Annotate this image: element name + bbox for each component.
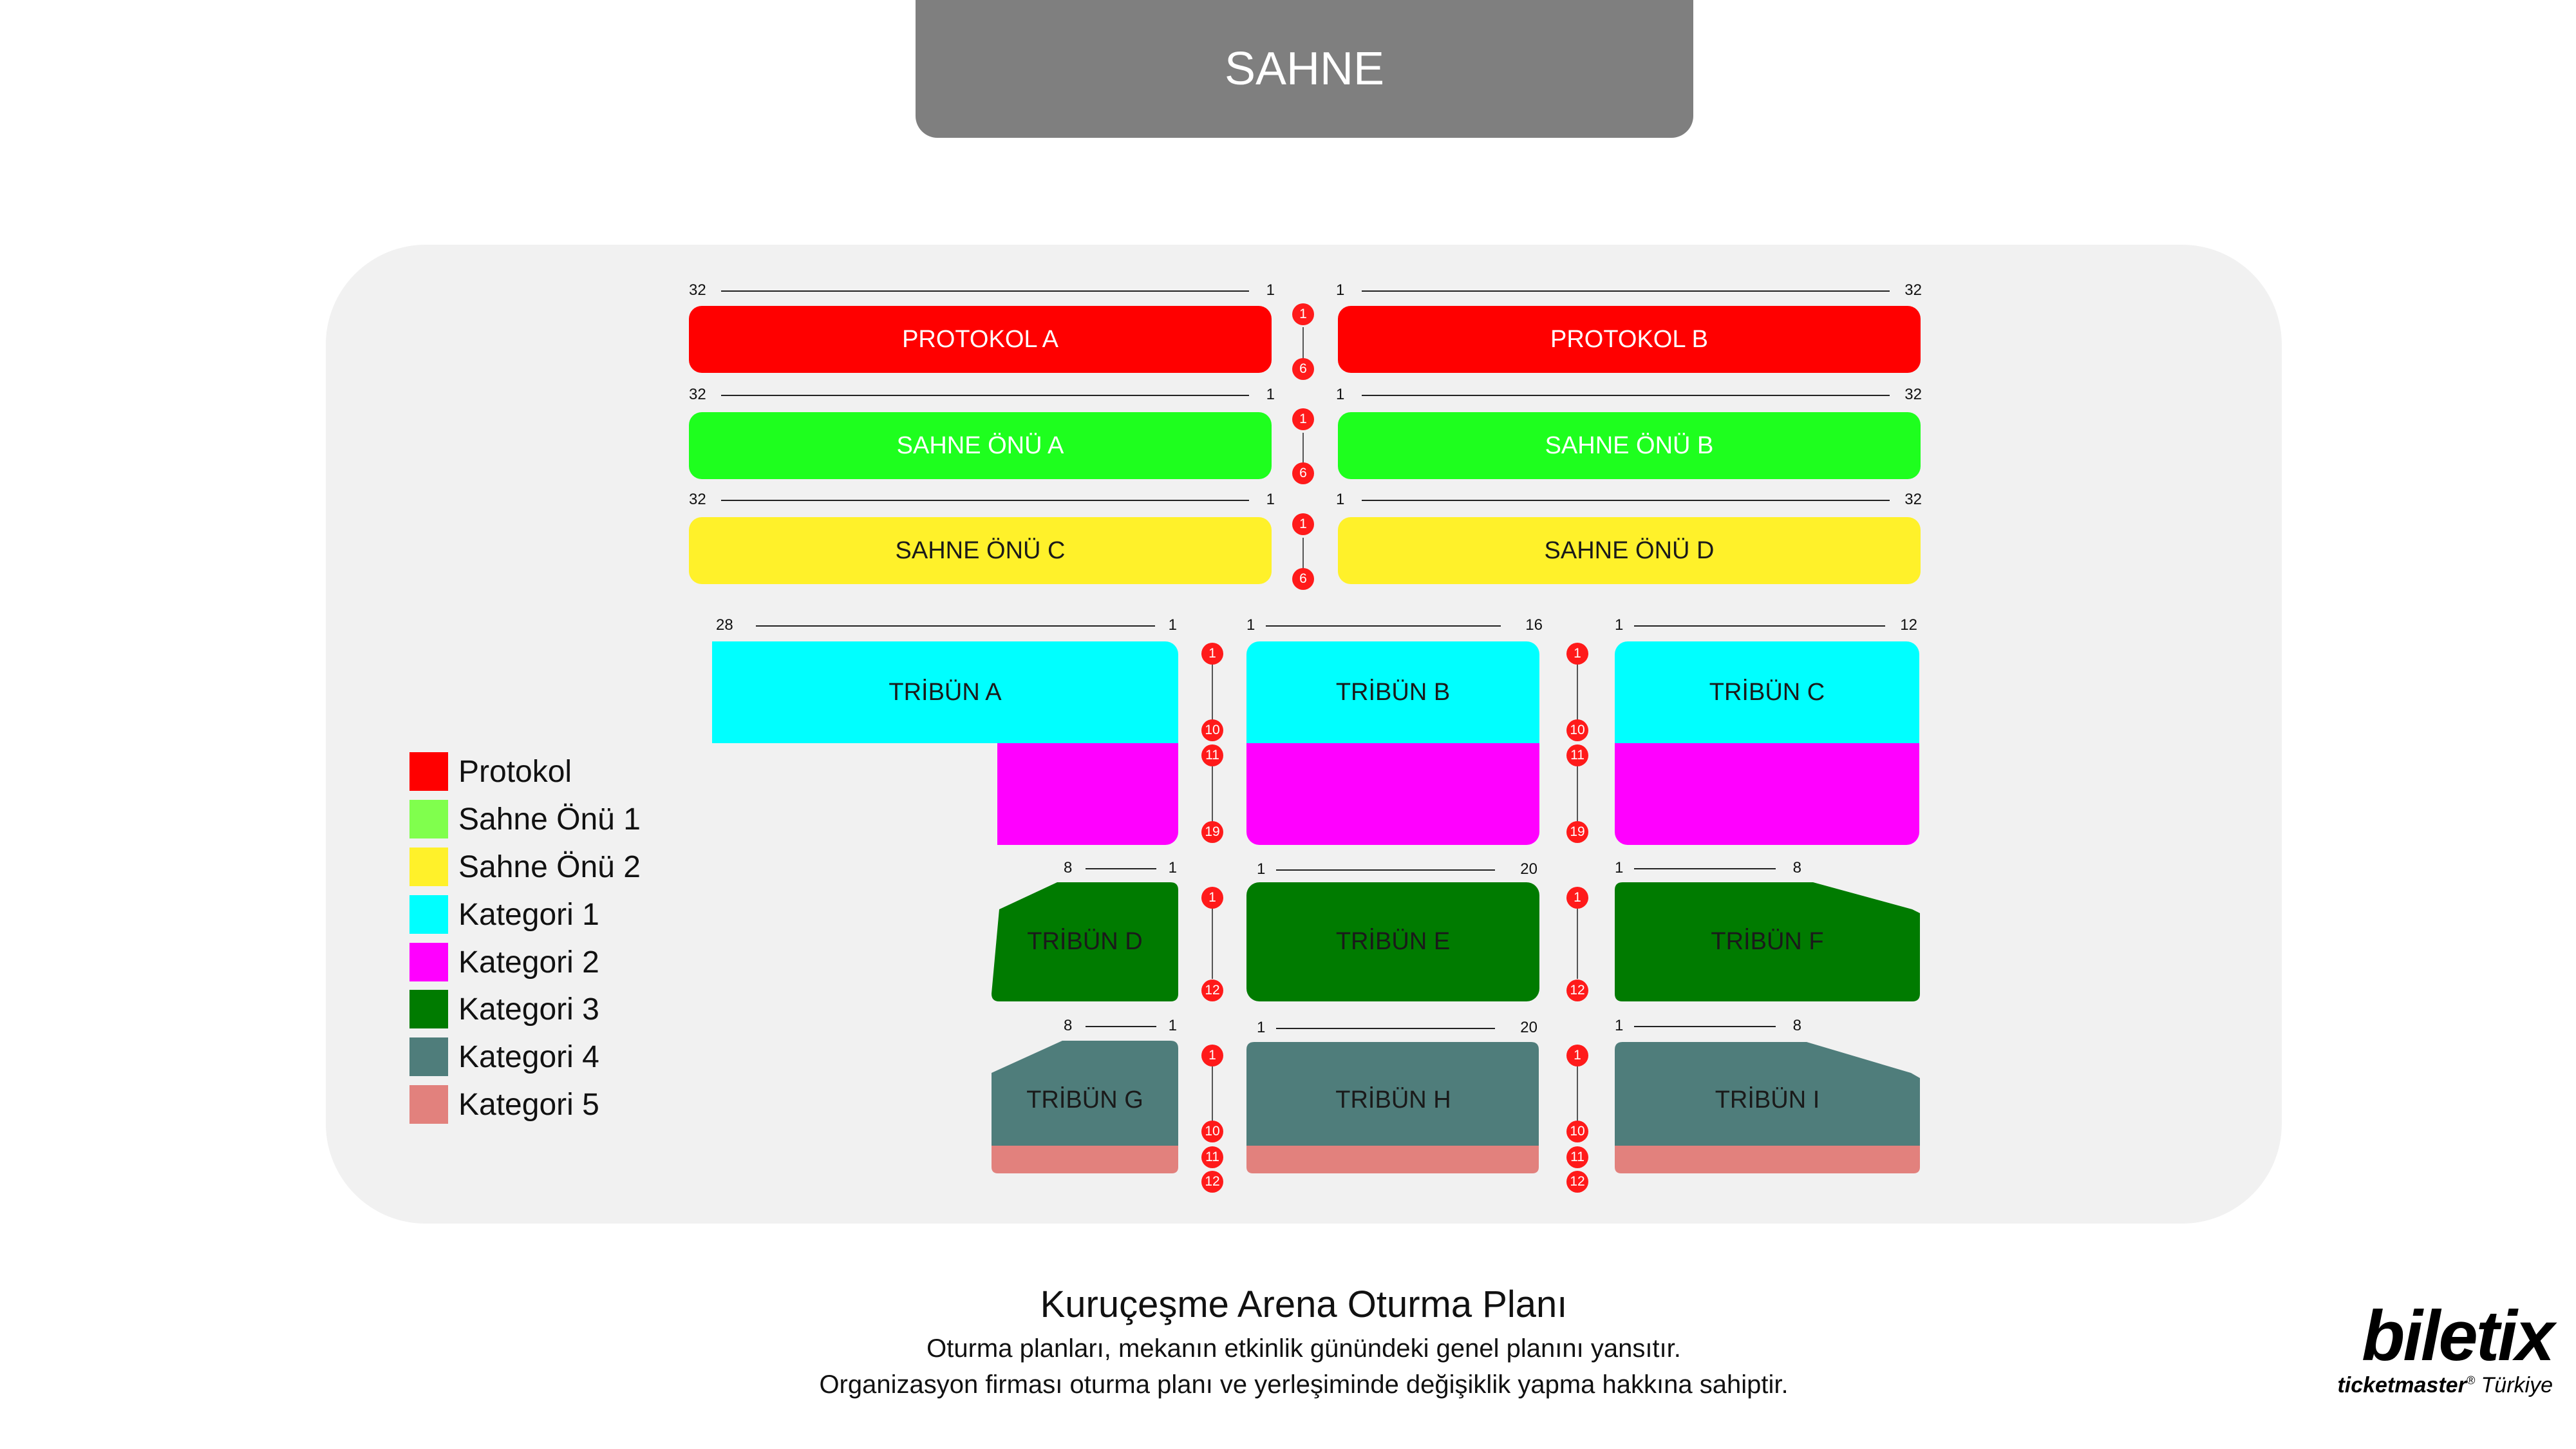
section-protokol-a[interactable] bbox=[689, 306, 1272, 373]
row-badge: 12 bbox=[1201, 1171, 1223, 1193]
section-label: TRİBÜN C bbox=[1709, 678, 1825, 706]
row-badge: 10 bbox=[1201, 1121, 1223, 1142]
legend-label: Protokol bbox=[458, 754, 572, 789]
logo-registered: ® bbox=[2466, 1374, 2476, 1387]
section-sahne-onu-c[interactable] bbox=[689, 517, 1272, 584]
row-badge: 12 bbox=[1566, 980, 1588, 1001]
guide-line bbox=[1362, 290, 1890, 292]
seat-number: 1 bbox=[1266, 281, 1275, 299]
stage-label: SAHNE bbox=[1224, 43, 1385, 95]
row-badge: 1 bbox=[1201, 643, 1223, 665]
section-tribun-b-cat2[interactable] bbox=[1246, 743, 1539, 845]
row-badge: 12 bbox=[1201, 980, 1223, 1001]
section-sahne-onu-d[interactable] bbox=[1338, 517, 1921, 584]
section-sahne-onu-b[interactable] bbox=[1338, 412, 1921, 479]
section-label: TRİBÜN I bbox=[1715, 1086, 1820, 1113]
row-guide bbox=[689, 385, 1275, 404]
section-protokol-b[interactable] bbox=[1338, 306, 1921, 373]
aisle-line bbox=[1577, 1066, 1578, 1127]
seat-number: 8 bbox=[1792, 1017, 1801, 1034]
guide-line bbox=[721, 500, 1249, 501]
legend-item-kategori-3 bbox=[409, 990, 599, 1028]
section-label: PROTOKOL A bbox=[902, 325, 1058, 353]
seat-number: 1 bbox=[1336, 491, 1345, 508]
row-guide bbox=[1257, 860, 1537, 879]
seat-number: 1 bbox=[1336, 386, 1345, 403]
legend-swatch bbox=[409, 990, 448, 1028]
legend-label: Kategori 4 bbox=[458, 1039, 599, 1074]
section-tribun-i-cat5[interactable] bbox=[1615, 1146, 1920, 1173]
aisle-line bbox=[1302, 433, 1304, 465]
legend-item-kategori-5 bbox=[409, 1085, 599, 1124]
row-badge: 6 bbox=[1292, 568, 1314, 590]
row-guide bbox=[1064, 1016, 1177, 1036]
aisle-line bbox=[1212, 908, 1213, 979]
seat-number: 32 bbox=[689, 281, 706, 299]
seat-number: 1 bbox=[1336, 281, 1345, 299]
row-badge: 1 bbox=[1201, 1045, 1223, 1066]
guide-line bbox=[721, 395, 1249, 396]
seat-number: 32 bbox=[1904, 386, 1922, 403]
row-badge: 6 bbox=[1292, 462, 1314, 484]
legend-item-kategori-1 bbox=[409, 895, 599, 934]
section-tribun-c-cat2[interactable] bbox=[1615, 743, 1919, 845]
row-badge: 19 bbox=[1201, 821, 1223, 843]
seat-number: 1 bbox=[1257, 860, 1266, 878]
legend-item-protokol bbox=[409, 752, 572, 791]
seat-number: 16 bbox=[1525, 616, 1543, 634]
section-label: TRİBÜN A bbox=[888, 678, 1002, 706]
section-label: TRİBÜN E bbox=[1335, 928, 1451, 955]
seat-number: 1 bbox=[1615, 616, 1624, 634]
disclaimer-line-2: Organizasyon firması oturma planı ve yerleşiminde değişiklik yapma hakkına sahiptir. bbox=[819, 1370, 1789, 1399]
row-badge: 1 bbox=[1292, 303, 1314, 325]
row-badge: 11 bbox=[1566, 1146, 1588, 1168]
row-badge: 1 bbox=[1566, 1045, 1588, 1066]
aisle-line bbox=[1577, 908, 1578, 979]
legend-label: Kategori 3 bbox=[458, 992, 599, 1027]
section-label: TRİBÜN F bbox=[1711, 927, 1824, 955]
logo-country: Türkiye bbox=[2481, 1373, 2553, 1397]
seat-number: 20 bbox=[1520, 1019, 1537, 1036]
row-guide bbox=[1064, 858, 1177, 878]
seat-number: 1 bbox=[1615, 859, 1624, 876]
seat-number: 1 bbox=[1615, 1017, 1624, 1034]
row-badge: 6 bbox=[1292, 358, 1314, 380]
legend-label: Kategori 5 bbox=[458, 1087, 599, 1122]
disclaimer-line-1: Oturma planları, mekanın etkinlik günündeki genel planını yansıtır. bbox=[926, 1334, 1681, 1363]
guide-line bbox=[1086, 1026, 1156, 1027]
legend-swatch bbox=[409, 1085, 448, 1124]
guide-line bbox=[1276, 869, 1495, 871]
section-tribun-h-cat5[interactable] bbox=[1246, 1146, 1539, 1173]
aisle-line bbox=[1577, 663, 1578, 728]
guide-line bbox=[721, 290, 1249, 292]
seat-number: 1 bbox=[1266, 386, 1275, 403]
seat-number: 32 bbox=[1904, 491, 1922, 508]
guide-line bbox=[1634, 625, 1885, 627]
seat-number: 32 bbox=[689, 491, 706, 508]
page-title: Kuruçeşme Arena Oturma Planı bbox=[1040, 1283, 1568, 1325]
seat-number: 28 bbox=[716, 616, 733, 634]
section-sahne-onu-a[interactable] bbox=[689, 412, 1272, 479]
row-badge: 19 bbox=[1566, 821, 1588, 843]
row-badge: 1 bbox=[1566, 887, 1588, 909]
row-badge: 1 bbox=[1292, 513, 1314, 535]
row-guide bbox=[1615, 616, 1917, 635]
legend-item-sahne-onu-2 bbox=[409, 848, 641, 886]
legend-swatch bbox=[409, 943, 448, 981]
stage bbox=[916, 0, 1693, 138]
legend-item-kategori-4 bbox=[409, 1037, 599, 1076]
legend-swatch bbox=[409, 800, 448, 838]
row-guide bbox=[689, 281, 1275, 300]
row-guide bbox=[1615, 858, 1801, 878]
guide-line bbox=[1634, 1026, 1776, 1027]
row-badge: 11 bbox=[1566, 744, 1588, 766]
section-label: TRİBÜN B bbox=[1335, 678, 1451, 706]
row-guide bbox=[1336, 281, 1922, 300]
section-tribun-e[interactable] bbox=[1246, 882, 1539, 1001]
logo-subtitle bbox=[2282, 1373, 2553, 1398]
guide-line bbox=[1362, 500, 1890, 501]
row-badge: 10 bbox=[1566, 719, 1588, 741]
section-label: TRİBÜN G bbox=[1026, 1086, 1143, 1113]
seat-number: 32 bbox=[1904, 281, 1922, 299]
seat-number: 32 bbox=[689, 386, 706, 403]
guide-line bbox=[1266, 625, 1501, 627]
section-label: SAHNE ÖNÜ A bbox=[896, 431, 1064, 459]
row-badge: 1 bbox=[1566, 643, 1588, 665]
legend-item-kategori-2 bbox=[409, 943, 599, 981]
legend-label: Kategori 1 bbox=[458, 897, 599, 932]
row-badge: 1 bbox=[1201, 887, 1223, 909]
row-guide bbox=[1336, 490, 1922, 509]
row-badge: 11 bbox=[1201, 1146, 1223, 1168]
row-badge: 10 bbox=[1201, 719, 1223, 741]
aisle-line bbox=[1212, 663, 1213, 728]
row-badge: 12 bbox=[1566, 1171, 1588, 1193]
aisle-line bbox=[1212, 1066, 1213, 1127]
row-guide bbox=[1257, 1018, 1537, 1037]
row-badge: 10 bbox=[1566, 1121, 1588, 1142]
seat-number: 8 bbox=[1792, 859, 1801, 876]
legend-label: Sahne Önü 1 bbox=[458, 802, 641, 837]
seat-number: 20 bbox=[1520, 860, 1537, 878]
seat-number: 8 bbox=[1064, 859, 1073, 876]
legend-swatch bbox=[409, 752, 448, 791]
guide-line bbox=[1634, 868, 1776, 869]
seat-number: 8 bbox=[1064, 1017, 1073, 1034]
section-label: SAHNE ÖNÜ D bbox=[1544, 536, 1715, 564]
row-guide bbox=[716, 616, 1177, 635]
legend-swatch bbox=[409, 1037, 448, 1076]
section-label: PROTOKOL B bbox=[1550, 325, 1708, 353]
guide-line bbox=[756, 625, 1155, 627]
biletix-logo bbox=[2282, 1296, 2553, 1398]
row-guide bbox=[1336, 385, 1922, 404]
row-badge: 11 bbox=[1201, 744, 1223, 766]
section-label: TRİBÜN D bbox=[1027, 927, 1143, 955]
row-guide bbox=[1246, 616, 1543, 635]
section-tribun-a-cat2[interactable] bbox=[997, 743, 1178, 845]
row-guide bbox=[689, 490, 1275, 509]
aisle-line bbox=[1302, 538, 1304, 570]
row-guide bbox=[1615, 1016, 1801, 1036]
legend-swatch bbox=[409, 848, 448, 886]
legend-item-sahne-onu-1 bbox=[409, 800, 641, 838]
section-label: SAHNE ÖNÜ C bbox=[895, 536, 1066, 564]
seat-number: 12 bbox=[1900, 616, 1917, 634]
seat-number: 1 bbox=[1266, 491, 1275, 508]
legend-swatch bbox=[409, 895, 448, 934]
logo-brand: biletix bbox=[2362, 1296, 2553, 1376]
legend-label: Sahne Önü 2 bbox=[458, 849, 641, 884]
section-label: TRİBÜN H bbox=[1335, 1086, 1451, 1113]
seat-number: 1 bbox=[1246, 616, 1255, 634]
guide-line bbox=[1362, 395, 1890, 396]
section-tribun-g-cat5[interactable] bbox=[992, 1146, 1178, 1173]
legend-label: Kategori 2 bbox=[458, 945, 599, 980]
seat-number: 1 bbox=[1257, 1019, 1266, 1036]
seat-number: 1 bbox=[1168, 859, 1177, 876]
aisle-line bbox=[1302, 327, 1304, 359]
guide-line bbox=[1086, 868, 1156, 869]
row-badge: 1 bbox=[1292, 408, 1314, 430]
seat-number: 1 bbox=[1168, 1017, 1177, 1034]
guide-line bbox=[1276, 1028, 1495, 1029]
seat-number: 1 bbox=[1168, 616, 1177, 634]
logo-ticketmaster: ticketmaster bbox=[2337, 1373, 2467, 1397]
section-label: SAHNE ÖNÜ B bbox=[1545, 431, 1714, 459]
